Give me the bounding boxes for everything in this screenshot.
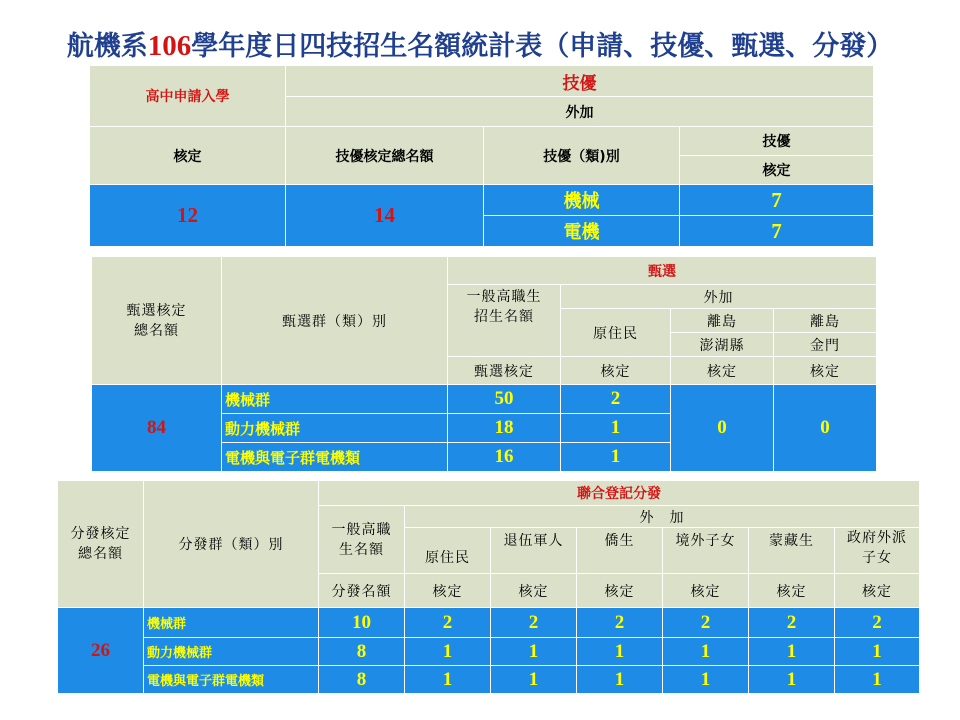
page-title: [0, 24, 960, 63]
col-skill-approved: 核定: [680, 156, 874, 185]
approved-header: 核定: [561, 357, 671, 385]
dist-cell: 1: [835, 638, 920, 666]
extra-header: 外加: [286, 97, 874, 127]
dist-cell: 1: [577, 638, 663, 666]
approved-header: 核定: [671, 357, 774, 385]
gov-children-header-text: 政府外派 子女: [847, 530, 907, 566]
selection-aboriginal-value: 2: [561, 385, 671, 414]
general-quota-header-text: 一般高職生 招生名額: [466, 289, 542, 325]
dist-cell: 1: [663, 638, 749, 666]
veteran-header: 退伍軍人: [491, 528, 577, 574]
dist-cell: 1: [749, 666, 835, 694]
title-prefix: 航機系: [66, 31, 148, 62]
dist-general-header: [319, 506, 405, 574]
dist-cell: 2: [405, 608, 491, 638]
dist-cell: 1: [577, 666, 663, 694]
dist-cell: 8: [319, 666, 405, 694]
abroad-children-header: 境外子女: [663, 528, 749, 574]
penghu-value: 0: [671, 385, 774, 472]
approved-header: 核定: [774, 357, 877, 385]
selection-group-name: 動力機械群: [222, 414, 448, 443]
dist-approved-header: 核定: [577, 574, 663, 608]
dist-cell: 1: [663, 666, 749, 694]
title-year: 106: [147, 30, 192, 62]
dist-total-value: 26: [58, 608, 144, 694]
skill-value-row: 7: [680, 185, 874, 216]
selection-extra-header: 外加: [561, 285, 877, 309]
selection-aboriginal-value: 1: [561, 414, 671, 443]
gov-children-header: [835, 528, 920, 574]
dist-approved-header: 核定: [835, 574, 920, 608]
selection-group-header: 甄選群（類）別: [222, 257, 448, 385]
dist-cell: 2: [577, 608, 663, 638]
kinmen-value: 0: [774, 385, 877, 472]
table-apply-skill: [89, 65, 874, 247]
dist-group-name: 動力機械群: [144, 638, 319, 666]
dist-count-header: 分發名額: [319, 574, 405, 608]
general-quota-header: [448, 285, 561, 357]
approved-value: 12: [90, 185, 286, 247]
col-skill: 技優: [680, 127, 874, 156]
dist-cell: 8: [319, 638, 405, 666]
dist-cell: 1: [749, 638, 835, 666]
dist-approved-header: 核定: [663, 574, 749, 608]
dist-group-header: 分發群（類）別: [144, 481, 319, 608]
col-approved: 核定: [90, 127, 286, 185]
table-distribution: [57, 480, 920, 694]
skill-header: 技優: [286, 66, 874, 97]
joint-dist-header: 聯合登記分發: [319, 481, 920, 506]
overseas-header: 僑生: [577, 528, 663, 574]
skill-total-value: 14: [286, 185, 484, 247]
selection-general-value: 16: [448, 443, 561, 472]
selection-group-name: 電機與電子群電機類: [222, 443, 448, 472]
skill-category-row: 電機: [484, 216, 680, 247]
selection-total-value: 84: [92, 385, 222, 472]
dist-aboriginal-header: 原住民: [405, 528, 491, 574]
dist-cell: 1: [835, 666, 920, 694]
dist-group-name: 機械群: [144, 608, 319, 638]
dist-total-header: [58, 481, 144, 608]
penghu-header: 澎湖縣: [671, 333, 774, 357]
selection-aboriginal-value: 1: [561, 443, 671, 472]
dist-cell: 2: [663, 608, 749, 638]
apply-header: 高中申請入學: [90, 66, 286, 127]
dist-cell: 10: [319, 608, 405, 638]
dist-cell: 2: [749, 608, 835, 638]
tibetan-header: 蒙藏生: [749, 528, 835, 574]
selection-approved-header: 甄選核定: [448, 357, 561, 385]
aboriginal-header: 原住民: [561, 309, 671, 357]
island-header-1: 離島: [671, 309, 774, 333]
selection-general-value: 50: [448, 385, 561, 414]
dist-general-header-text: 一般高職 生名額: [331, 521, 392, 558]
dist-cell: 1: [491, 638, 577, 666]
table-selection: [91, 256, 877, 472]
dist-approved-header: 核定: [749, 574, 835, 608]
selection-header: 甄選: [448, 257, 877, 285]
dist-cell: 1: [491, 666, 577, 694]
selection-total-header: [92, 257, 222, 385]
dist-cell: 1: [405, 666, 491, 694]
dist-approved-header: 核定: [491, 574, 577, 608]
col-skill-category: 技優（類)別: [484, 127, 680, 185]
dist-cell: 2: [491, 608, 577, 638]
title-suffix: 學年度日四技招生名額統計表（申請、技優、甄選、分發）: [191, 31, 894, 62]
dist-cell: 1: [405, 638, 491, 666]
col-skill-total: 技優核定總名額: [286, 127, 484, 185]
kinmen-header: 金門: [774, 333, 877, 357]
dist-cell: 2: [835, 608, 920, 638]
dist-extra-header: 外 加: [405, 506, 920, 528]
selection-group-name: 機械群: [222, 385, 448, 414]
skill-category-row: 機械: [484, 185, 680, 216]
dist-group-name: 電機與電子群電機類: [144, 666, 319, 694]
dist-approved-header: 核定: [405, 574, 491, 608]
selection-general-value: 18: [448, 414, 561, 443]
selection-total-header-text: 甄選核定 總名額: [126, 302, 187, 339]
island-header-2: 離島: [774, 309, 877, 333]
dist-total-header-text: 分發核定 總名額: [70, 526, 131, 562]
skill-value-row: 7: [680, 216, 874, 247]
